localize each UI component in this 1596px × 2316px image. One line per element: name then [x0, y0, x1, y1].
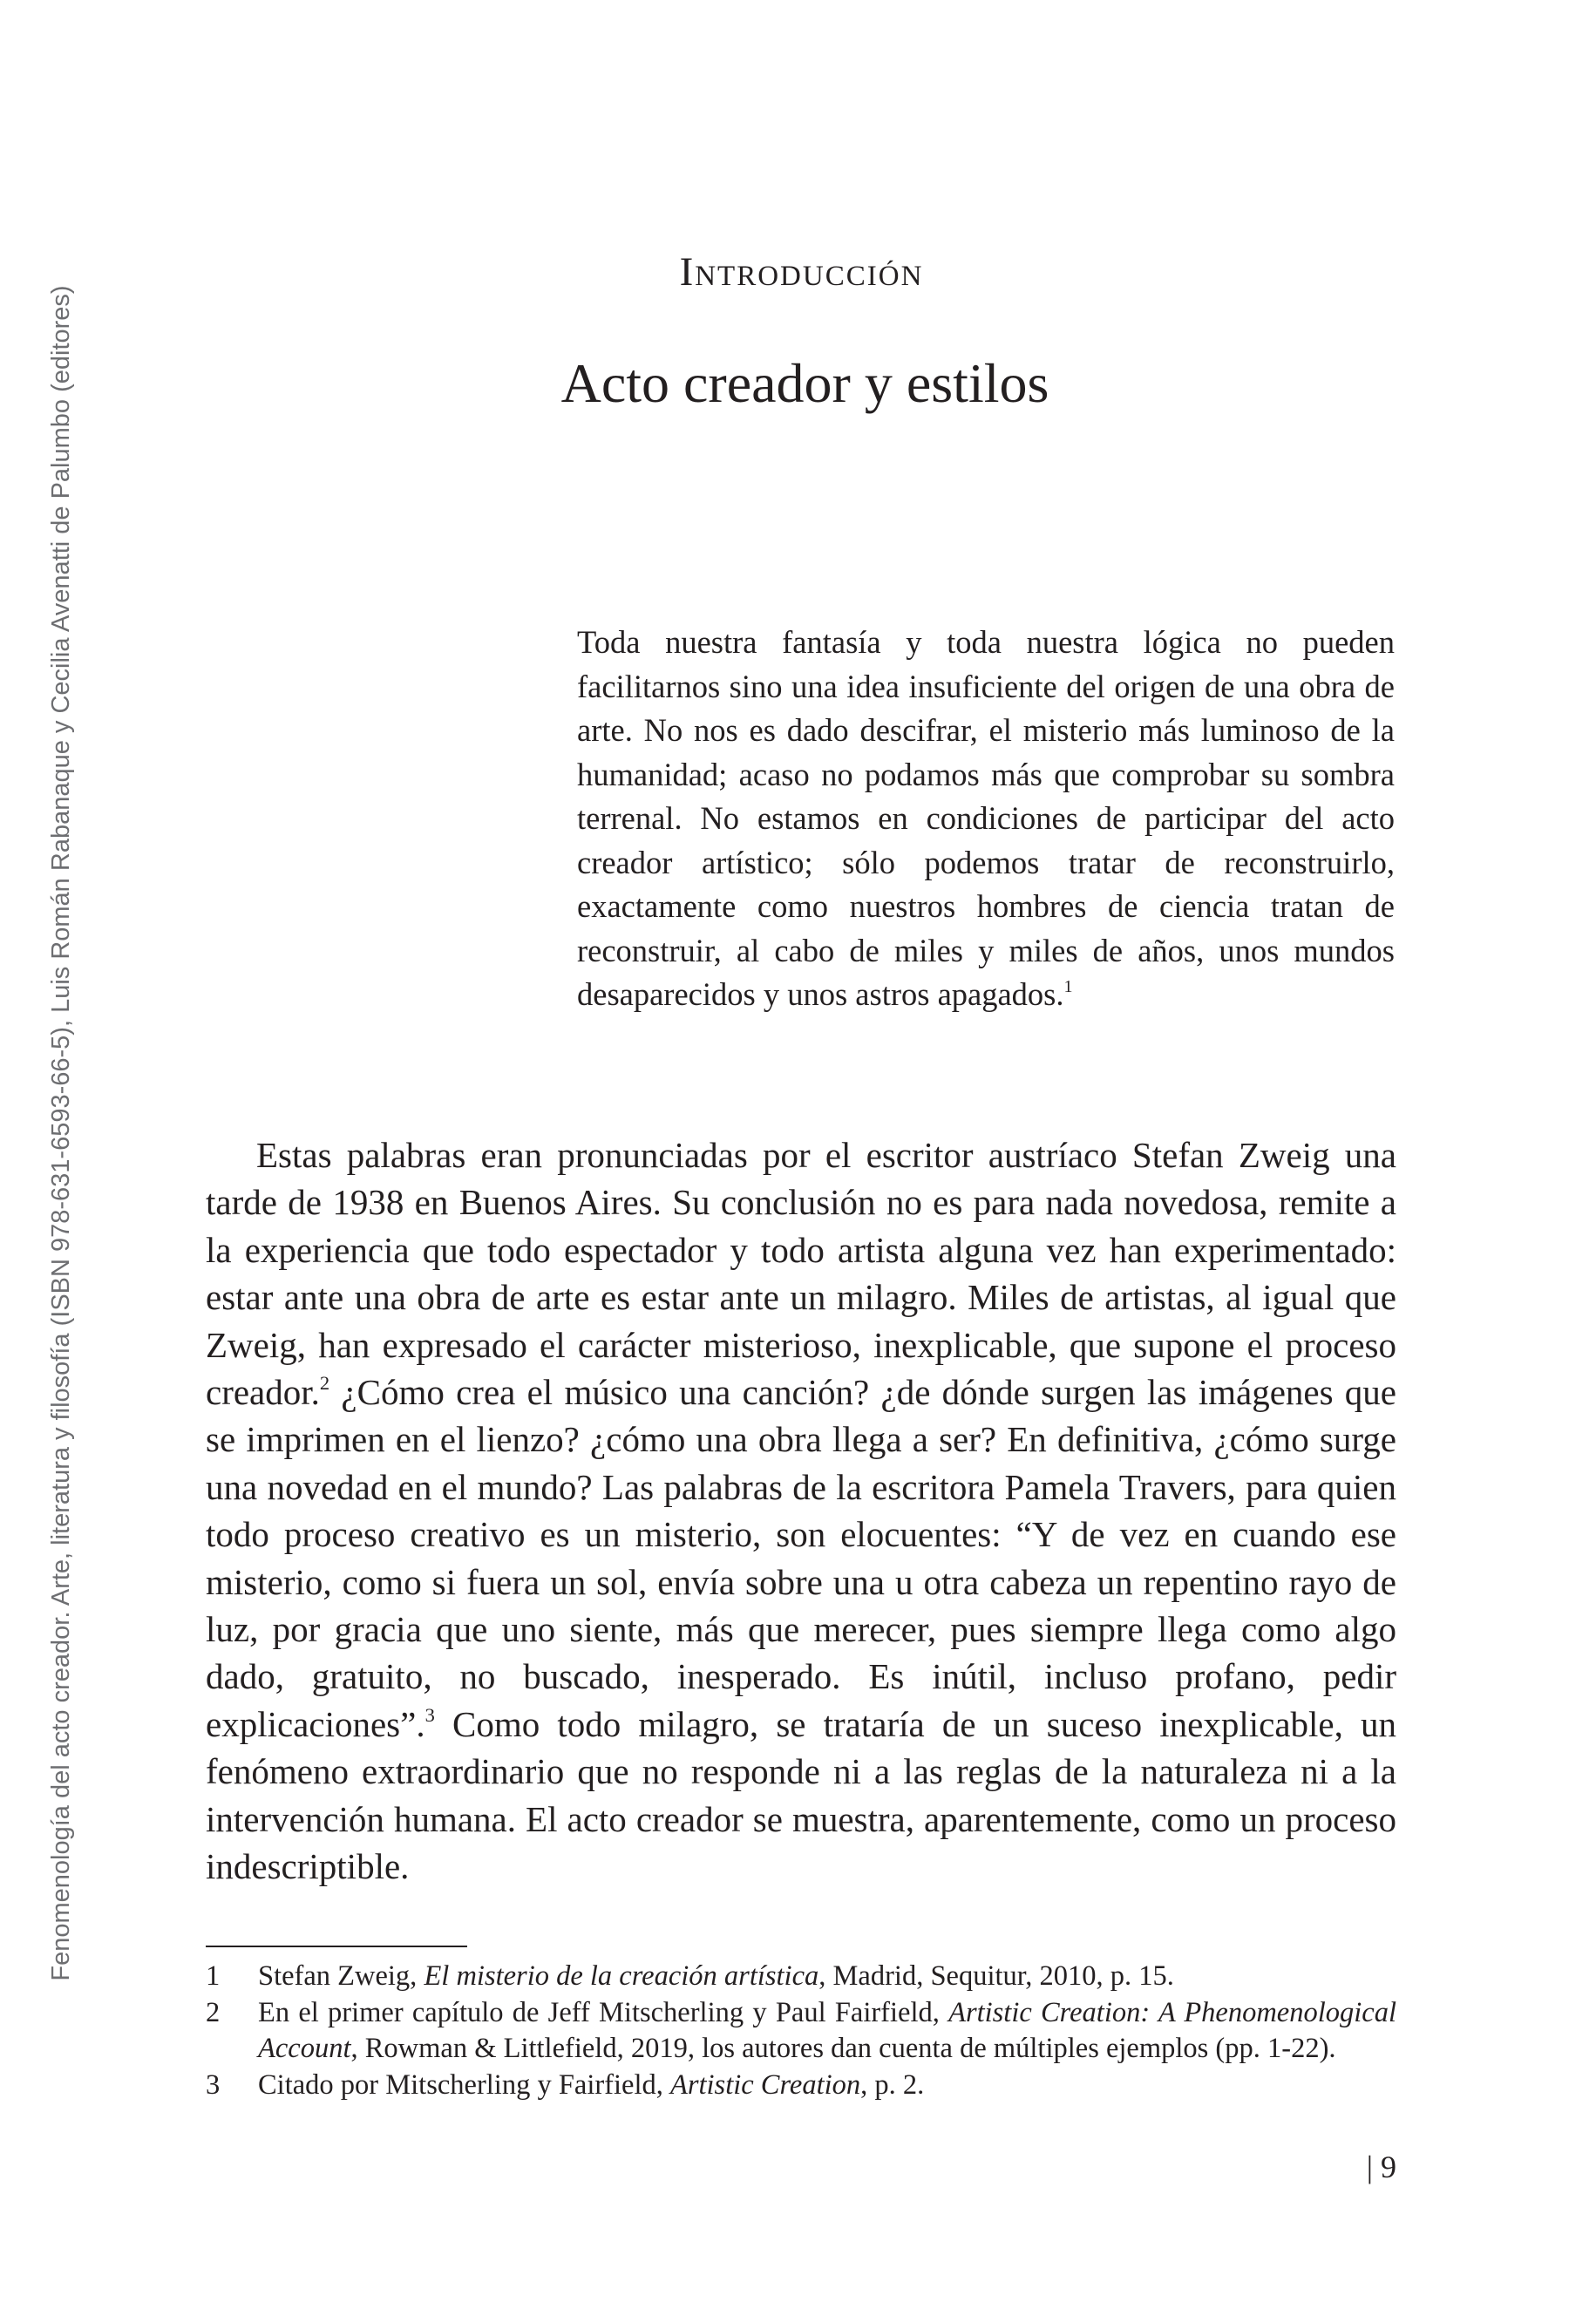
chapter-title: Acto creador y estilos: [560, 352, 1049, 414]
footnote-text-part: , Madrid, Sequitur, 2010, p. 15.: [818, 1960, 1174, 1992]
body-paragraph: [206, 1131, 1396, 1891]
footnote-book-title: El misterio de la creación artística: [424, 1960, 819, 1992]
body-text-3: Como todo milagro, se trataría de un suceso inexplicable, un fenómeno extraordinario que no responde ni a las reglas de la naturaleza ni a la intervención humana. El acto creador se muestra, aparentemente, como un proceso indescriptible.: [206, 1703, 1396, 1887]
chapter-kicker: Introducción: [679, 249, 924, 295]
footnote-number: 2: [206, 1996, 221, 2028]
body-text-2: ¿Cómo crea el músico una canción? ¿de dónde surgen las imágenes que se imprimen en el lienzo? ¿cómo una obra llega a ser? En definitiva, ¿cómo surge una novedad en el mundo? Las palabras de la escritora Pamela Travers, para quien todo proceso creativo es un misterio, son elocuentes: “Y de vez en cuando ese misterio, como si fuera un sol, envía sobre una u otra cabeza un repentino rayo de luz, por gracia que uno siente, más que merecer, pues siempre llega como algo dado, gratuito, no buscado, inesperado. Es inútil, incluso profano, pedir explicaciones”.: [206, 1372, 1396, 1744]
footnote-1: [206, 1959, 1396, 1995]
footnote-book-title: Artistic Creation: [669, 2068, 861, 2101]
footnote-3: [206, 2068, 1396, 2104]
footnote-rule: [206, 1946, 467, 1947]
epigraph-text: Toda nuestra fantasía y toda nuestra lógica no pueden facilitarnos sino una idea insuficiente del origen de una obra de arte. No nos es dado descifrar, el misterio más luminoso de la humanidad; acaso no podamos más que comprobar su sombra terrenal. No estamos en condiciones de participar del acto creador artístico; sólo podemos tratar de reconstruirlo, exactamente como nuestros hombres de ciencia tratan de reconstruir, al cabo de miles y miles de años, unos mundos desaparecidos y unos astros apagados.: [577, 624, 1395, 1012]
footnote-text-part: Stefan Zweig,: [258, 1960, 424, 1992]
footnote-ref-2[interactable]: 2: [319, 1372, 330, 1395]
footnote-text-part: , Rowman & Littlefield, 2019, los autores dan cuenta de múltiples ejemplos (pp. 1-22).: [350, 2033, 1336, 2064]
epigraph: [577, 621, 1395, 1017]
body-text-1: Estas palabras eran pronunciadas por el escritor austríaco Stefan Zweig una tarde de 1938 en Buenos Aires. Su conclusión no es para nada novedosa, remite a la experiencia que todo espectador y todo artista alguna vez han experimentado: estar ante una obra de arte es estar ante un milagro. Miles de artistas, al igual que Zweig, han expresado el carácter misterioso, inexplicable, que supone el proceso creador.: [206, 1135, 1396, 1413]
footnote-text-part: Citado por Mitscherling y Fairfield,: [258, 2068, 670, 2101]
side-citation: Fenomenología del acto creador. Arte, literatura y filosofía (ISBN 978-631-6593-66-5), Luis Román Rabanaque y Cecilia Avenatti de Palumbo (editores): [47, 285, 75, 1981]
footnote-book-title: Artistic Creation: A Phenomenological Account: [258, 1996, 1396, 2064]
footnote-number: 1: [206, 1960, 221, 1992]
footnotes: [206, 1959, 1396, 2103]
footnote-ref-3[interactable]: 3: [424, 1703, 435, 1726]
page-number: | 9: [1366, 2150, 1396, 2184]
footnote-text: [258, 1995, 1396, 2068]
footnote-text: [258, 1959, 1396, 1995]
footnote-ref-1[interactable]: 1: [1063, 976, 1073, 996]
footnote-text-part: , p. 2.: [860, 2068, 925, 2101]
footnote-text: [258, 2068, 1396, 2104]
footnote-number: 3: [206, 2068, 221, 2101]
footnote-2: [206, 1995, 1396, 2068]
footnote-text-part: En el primer capítulo de Jeff Mitscherling y Paul Fairfield,: [258, 1996, 949, 2028]
